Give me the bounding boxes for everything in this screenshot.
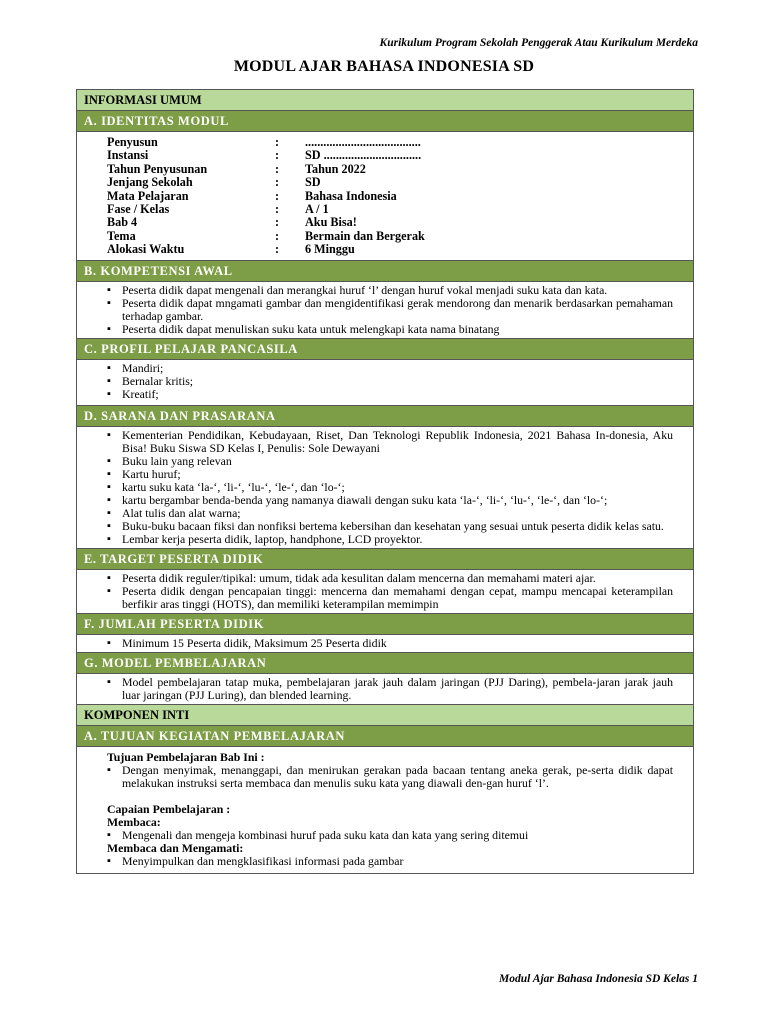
profil-pancasila-list	[107, 362, 673, 401]
section-jumlah-peserta: F. JUMLAH PESERTA DIDIK	[77, 613, 693, 634]
tujuan-content	[77, 746, 693, 873]
sarana-content	[77, 426, 693, 548]
membaca-mengamati-title: Membaca dan Mengamati:	[107, 840, 244, 855]
document-title: MODUL AJAR BAHASA INDONESIA SD	[233, 58, 535, 75]
identity-value: A / 1	[305, 202, 329, 217]
section-identitas-modul: A. IDENTITAS MODUL	[77, 110, 693, 131]
model-content	[77, 673, 693, 704]
membaca-mengamati-list	[107, 855, 673, 868]
header-note: Kurikulum Program Sekolah Penggerak Atau Kurikulum Merdeka	[379, 37, 698, 49]
section-profil-pancasila: C. PROFIL PELAJAR PANCASILA	[77, 338, 693, 359]
list-item: ▪ Kementerian Pendidikan, Kebudayaan, Riset, Dan Teknologi Republik Indonesia, 2021 Bahasa In-donesia, Aku Bisa! Buku Siswa SD Kelas I, Penulis: Sole Dewayani	[107, 429, 673, 455]
identity-value: SD ................................	[305, 148, 422, 163]
identity-colon: :	[275, 228, 280, 243]
list-item: ▪ Kreatif;	[107, 388, 673, 401]
section-tujuan-kegiatan: A. TUJUAN KEGIATAN PEMBELAJARAN	[77, 725, 693, 746]
identity-label: Jenjang Sekolah	[107, 175, 193, 190]
jumlah-content	[77, 634, 693, 652]
identity-label: Tema	[107, 228, 136, 243]
identity-label: Instansi	[107, 148, 149, 163]
identity-value: SD	[305, 175, 321, 190]
identity-table	[77, 131, 693, 260]
list-item: ▪ Peserta didik dapat mngamati gambar dan mengidentifikasi gerak mendorong dan menarik berdasarkan pemahaman terhadap gambar.	[107, 297, 673, 323]
kompetensi-awal-list	[107, 284, 673, 336]
list-item: ▪ Peserta didik dapat mengenali dan merangkai huruf ‘l’ dengan huruf vokal menjadi suku kata dan kata.	[107, 284, 673, 297]
list-item: ▪ Mengenali dan mengeja kombinasi huruf pada suku kata dan kata yang sering ditemui	[107, 829, 673, 842]
profil-pancasila-content	[77, 359, 693, 405]
sarana-list	[107, 429, 673, 546]
identity-colon: :	[275, 188, 280, 203]
identity-value: Aku Bisa!	[305, 215, 357, 230]
list-item: ▪ Lembar kerja peserta didik, laptop, handphone, LCD proyektor.	[107, 533, 673, 546]
identity-label: Bab 4	[107, 215, 138, 230]
identity-value: Bermain dan Bergerak	[305, 228, 425, 243]
target-list	[107, 572, 673, 611]
identity-label: Penyusun	[107, 135, 158, 149]
jumlah-list	[107, 637, 673, 650]
list-item: ▪ Model pembelajaran tatap muka, pembelajaran jarak jauh dalam jaringan (PJJ Daring), pembela-jaran jarak jauh luar jaringan (PJJ Luring), dan blended learning.	[107, 676, 673, 702]
identity-value: 6 Minggu	[305, 242, 355, 257]
list-item: ▪ Buku-buku bacaan fiksi dan nonfiksi bertema kebersihan dan kesehatan yang sesuai untuk peserta didik kelas satu.	[107, 520, 673, 533]
list-item: ▪ Peserta didik dapat menuliskan suku kata untuk melengkapi kata nama binatang	[107, 323, 673, 336]
section-model-pembelajaran: G. MODEL PEMBELAJARAN	[77, 652, 693, 673]
list-item: ▪ Minimum 15 Peserta didik, Maksimum 25 Peserta didik	[107, 637, 673, 650]
tujuan-bab-list	[107, 764, 673, 790]
list-item: ▪ kartu suku kata ‘la-‘, ‘li-‘, ‘lu-‘, ‘le-‘, dan ‘lo-‘;	[107, 481, 673, 494]
list-item: ▪ Menyimpulkan dan mengklasifikasi informasi pada gambar	[107, 855, 673, 868]
identity-row	[107, 176, 693, 189]
section-sarana-prasarana: D. SARANA DAN PRASARANA	[77, 405, 693, 426]
tujuan-bab-title: Tujuan Pembelajaran Bab Ini :	[107, 749, 265, 764]
identity-row	[107, 163, 693, 176]
membaca-list	[107, 829, 673, 842]
section-informasi-umum: INFORMASI UMUM	[77, 90, 693, 110]
membaca-title: Membaca:	[107, 814, 161, 829]
identity-row	[107, 243, 693, 256]
identity-label: Tahun Penyusunan	[107, 161, 208, 176]
identity-row	[107, 230, 693, 243]
list-item: ▪ Alat tulis dan alat warna;	[107, 507, 673, 520]
list-item: ▪ Kartu huruf;	[107, 468, 673, 481]
list-item: ▪ Dengan menyimak, menanggapi, dan menirukan gerakan pada bacaan tentang aneka gerak, pe-serta didik dapat melakukan instruksi serta membaca dan menulis suku kata yang diawali den-gan huruf ‘l’.	[107, 764, 673, 790]
identity-colon: :	[275, 175, 280, 190]
list-item: ▪ kartu bergambar benda-benda yang namanya diawali dengan suku kata ‘la-‘, ‘li-‘, ‘lu-‘, ‘le-‘, dan ‘lo-‘;	[107, 494, 673, 507]
identity-colon: :	[275, 161, 280, 176]
model-list	[107, 676, 673, 702]
identity-label: Mata Pelajaran	[107, 188, 189, 203]
section-kompetensi-awal: B. KOMPETENSI AWAL	[77, 260, 693, 281]
list-item: ▪ Peserta didik reguler/tipikal: umum, tidak ada kesulitan dalam mencerna dan memahami materi ajar.	[107, 572, 673, 585]
identity-colon: :	[275, 242, 280, 257]
spacer	[107, 790, 673, 803]
target-content	[77, 569, 693, 613]
identity-colon: :	[275, 202, 280, 217]
identity-value: Tahun 2022	[305, 161, 366, 176]
kompetensi-awal-content	[77, 281, 693, 338]
identity-row	[107, 149, 693, 162]
identity-colon: :	[275, 148, 280, 163]
identity-row	[107, 136, 693, 149]
list-item: ▪ Peserta didik dengan pencapaian tinggi: mencerna dan memahami dengan cepat, mampu mencapai keterampilan berfikir aras tinggi (HOTS), dan memiliki keterampilan memimpin	[107, 585, 673, 611]
capaian-title: Capaian Pembelajaran :	[107, 801, 231, 816]
list-item: ▪ Mandiri;	[107, 362, 673, 375]
identity-label: Alokasi Waktu	[107, 242, 185, 257]
identity-colon: :	[275, 135, 280, 149]
list-item: ▪ Bernalar kritis;	[107, 375, 673, 388]
identity-label: Fase / Kelas	[107, 202, 170, 217]
identity-row	[107, 203, 693, 216]
section-target-peserta: E. TARGET PESERTA DIDIK	[77, 548, 693, 569]
identity-value: ......................................	[305, 135, 421, 149]
identity-row	[107, 216, 693, 229]
footer-note: Modul Ajar Bahasa Indonesia SD Kelas 1	[499, 973, 698, 985]
identity-value: Bahasa Indonesia	[305, 188, 397, 203]
module-table	[76, 89, 694, 874]
identity-colon: :	[275, 215, 280, 230]
list-item: ▪ Buku lain yang relevan	[107, 455, 673, 468]
section-komponen-inti: KOMPONEN INTI	[77, 704, 693, 725]
identity-row	[107, 190, 693, 203]
